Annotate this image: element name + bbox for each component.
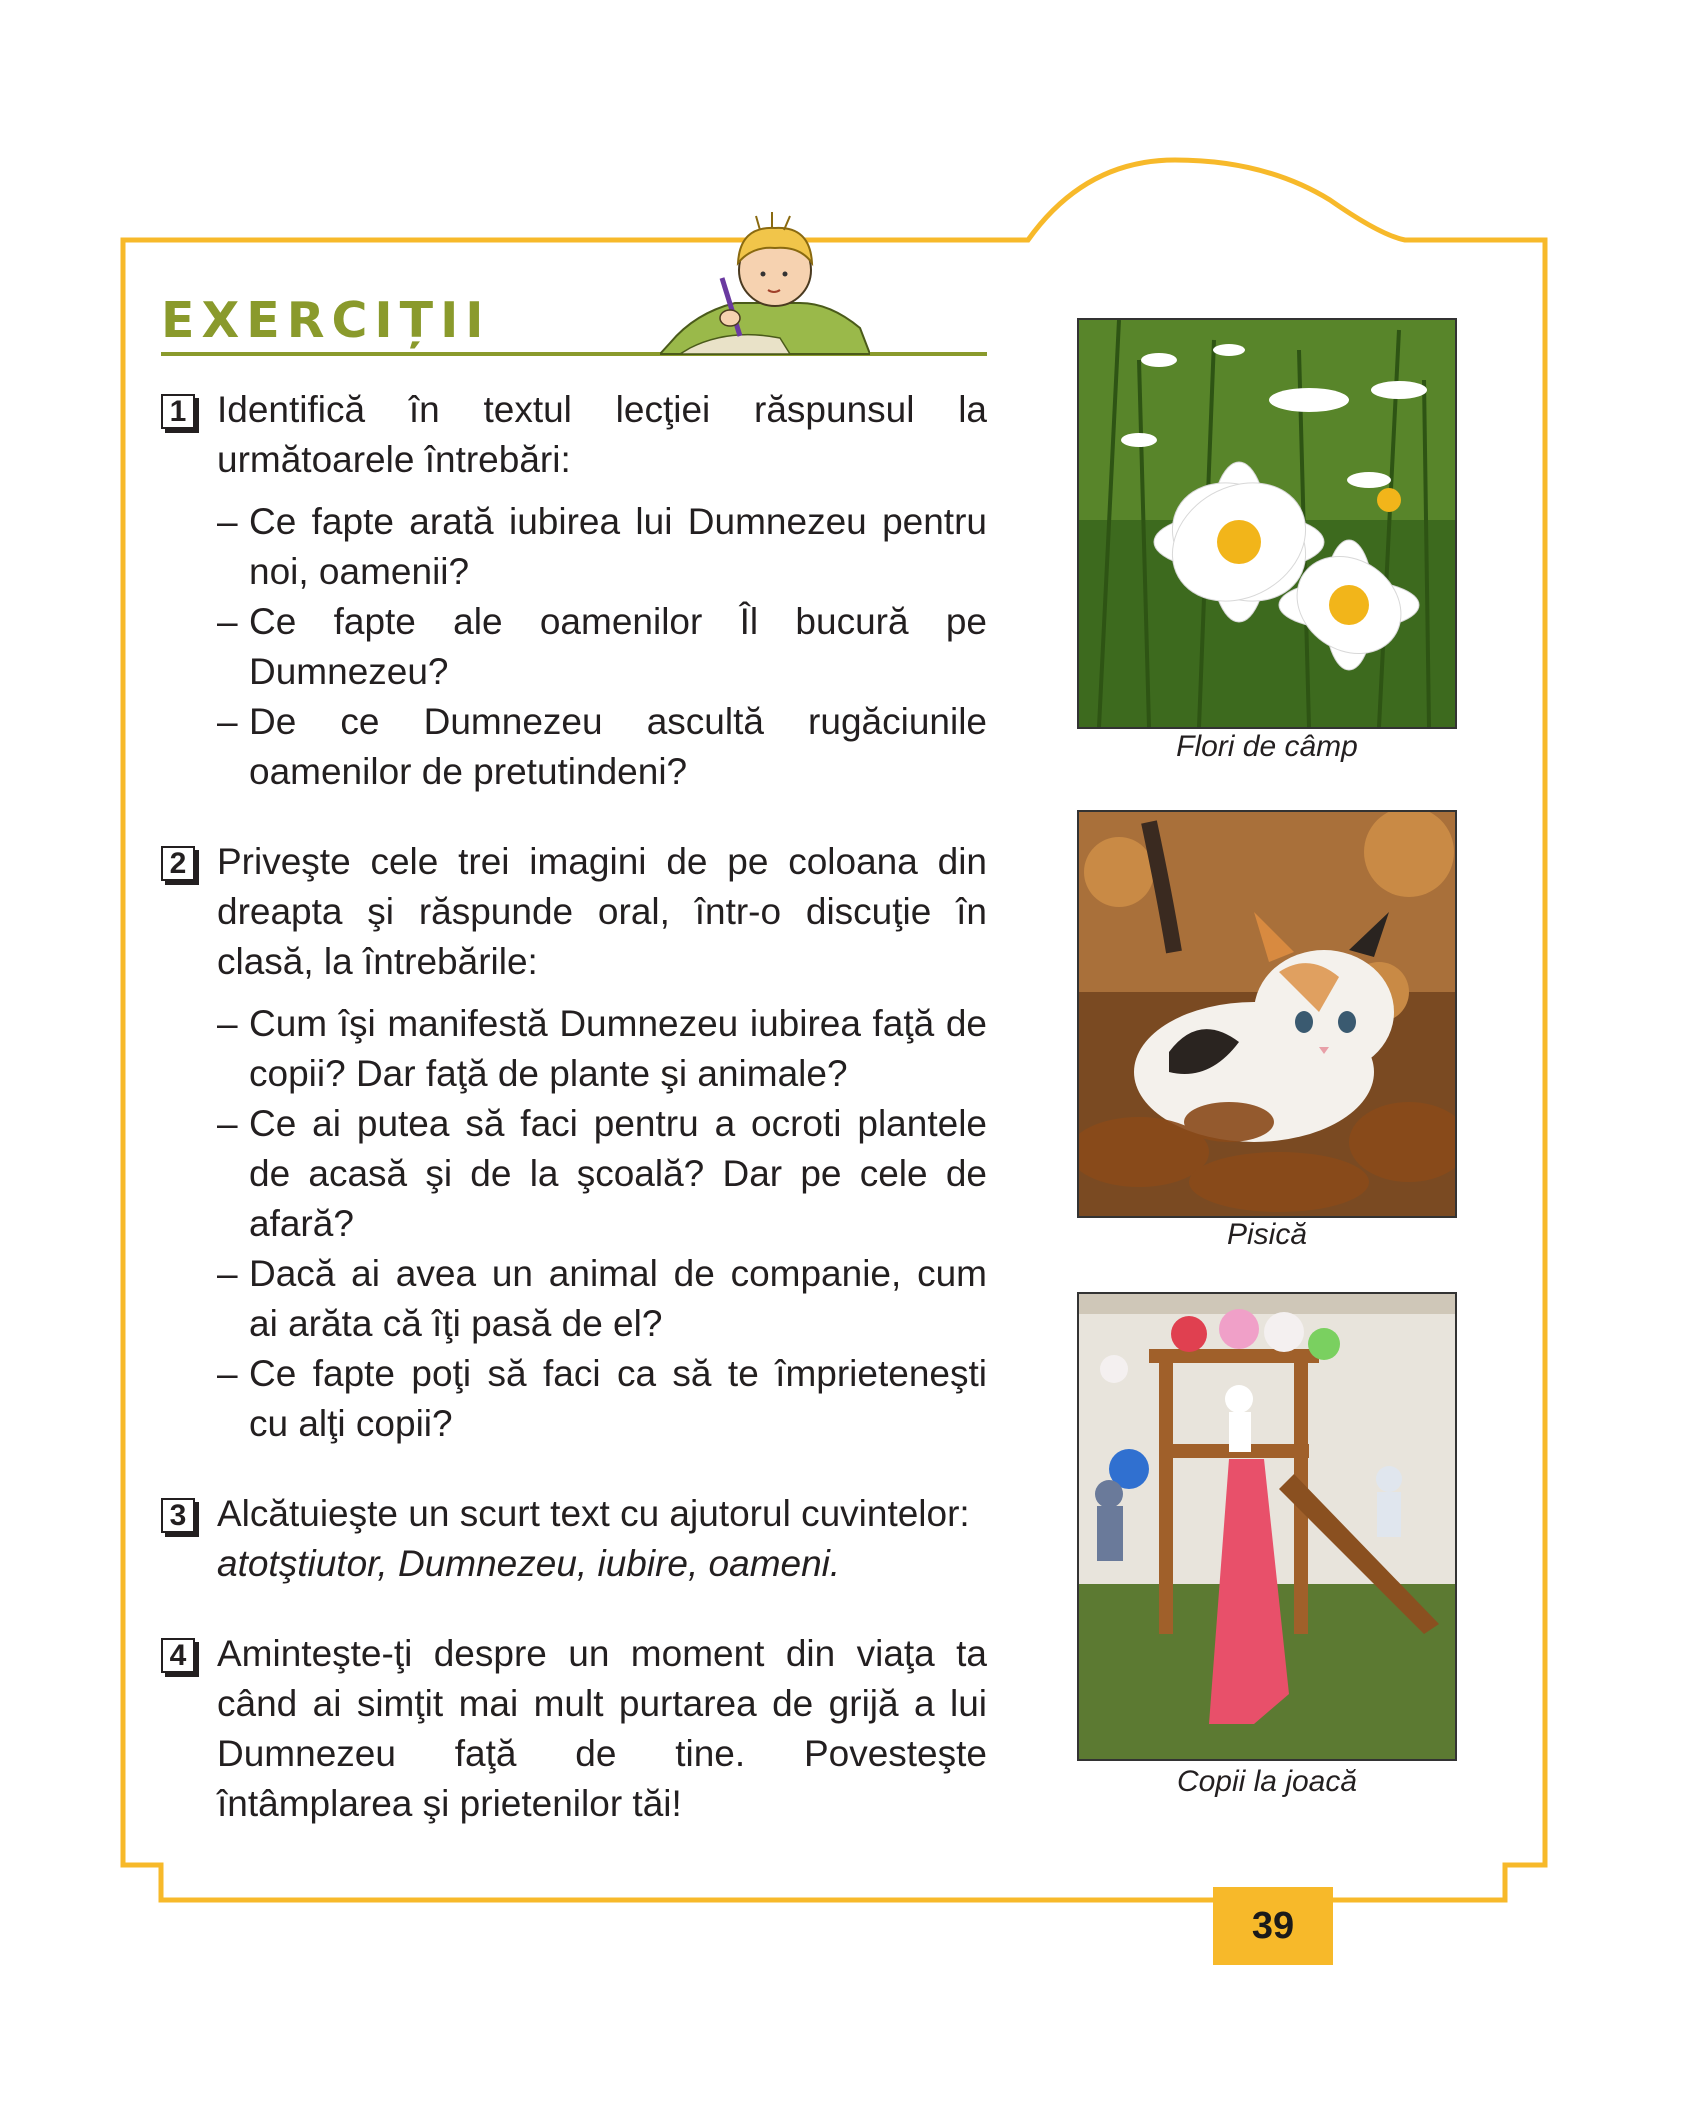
question-item: – De ce Dumnezeu ascultă rugăciunile oamenilor de pretutindeni? — [217, 697, 987, 797]
exercise-number: 3 — [161, 1498, 195, 1533]
question-item: – Ce fapte arată iubirea lui Dumnezeu pentru noi, oamenii? — [217, 497, 987, 597]
exercise-text-regular: Alcătuieşte un scurt text cu ajutorul cuvintelor: — [217, 1493, 970, 1534]
daisies-photo — [1077, 318, 1457, 729]
exercise-number: 4 — [161, 1638, 195, 1673]
exercise-2 — [161, 837, 987, 1449]
kitten-photo — [1077, 810, 1457, 1218]
question-list — [217, 497, 987, 797]
exercise-text: Priveşte cele trei imagini de pe coloana din dreapta şi răspunde oral, într-o discuţie în clasă, la întrebările: — [217, 841, 987, 982]
question-item: – Ce fapte ale oamenilor Îl bucură pe Dumnezeu? — [217, 597, 987, 697]
playground-photo — [1077, 1292, 1457, 1761]
question-list — [217, 999, 987, 1449]
exercise-text — [217, 1489, 987, 1589]
question-item: – Dacă ai avea un animal de companie, cum ai arăta că îţi pasă de el? — [217, 1249, 987, 1349]
exercises-heading: EXERCIȚII — [161, 292, 491, 349]
photo-caption: Pisică — [1226, 1218, 1308, 1251]
exercise-1 — [161, 385, 987, 797]
exercise-number: 1 — [161, 394, 195, 429]
question-item: – Ce ai putea să faci pentru a ocroti plantele de acasă şi de la şcoală? Dar pe cele de afară? — [217, 1099, 987, 1249]
exercise-3 — [161, 1489, 987, 1589]
exercise-text: Identifică în textul lecţiei răspunsul la următoarele întrebări: — [217, 389, 987, 480]
exercise-number: 2 — [161, 846, 195, 881]
boy-writing-illustration — [660, 208, 870, 356]
exercises-list — [161, 385, 987, 1829]
exercise-text: Aminteşte-ţi despre un moment din viaţa ta când ai simţit mai mult purtarea de grijă a lui Dumnezeu faţă de tine. Povesteşte întâmplarea şi prietenilor tăi! — [217, 1633, 987, 1824]
exercise-word-list: atotştiutor, Dumnezeu, iubire, oameni. — [217, 1543, 841, 1584]
photo-caption: Copii la joacă — [1176, 1765, 1358, 1798]
question-item: – Cum îşi manifestă Dumnezeu iubirea faţă de copii? Dar faţă de plante şi animale? — [217, 999, 987, 1099]
question-item: – Ce fapte poţi să faci ca să te împrieteneşti cu alţi copii? — [217, 1349, 987, 1449]
page-number: 39 — [1213, 1887, 1333, 1965]
exercise-4 — [161, 1629, 987, 1829]
photo-caption: Flori de câmp — [1176, 730, 1358, 763]
